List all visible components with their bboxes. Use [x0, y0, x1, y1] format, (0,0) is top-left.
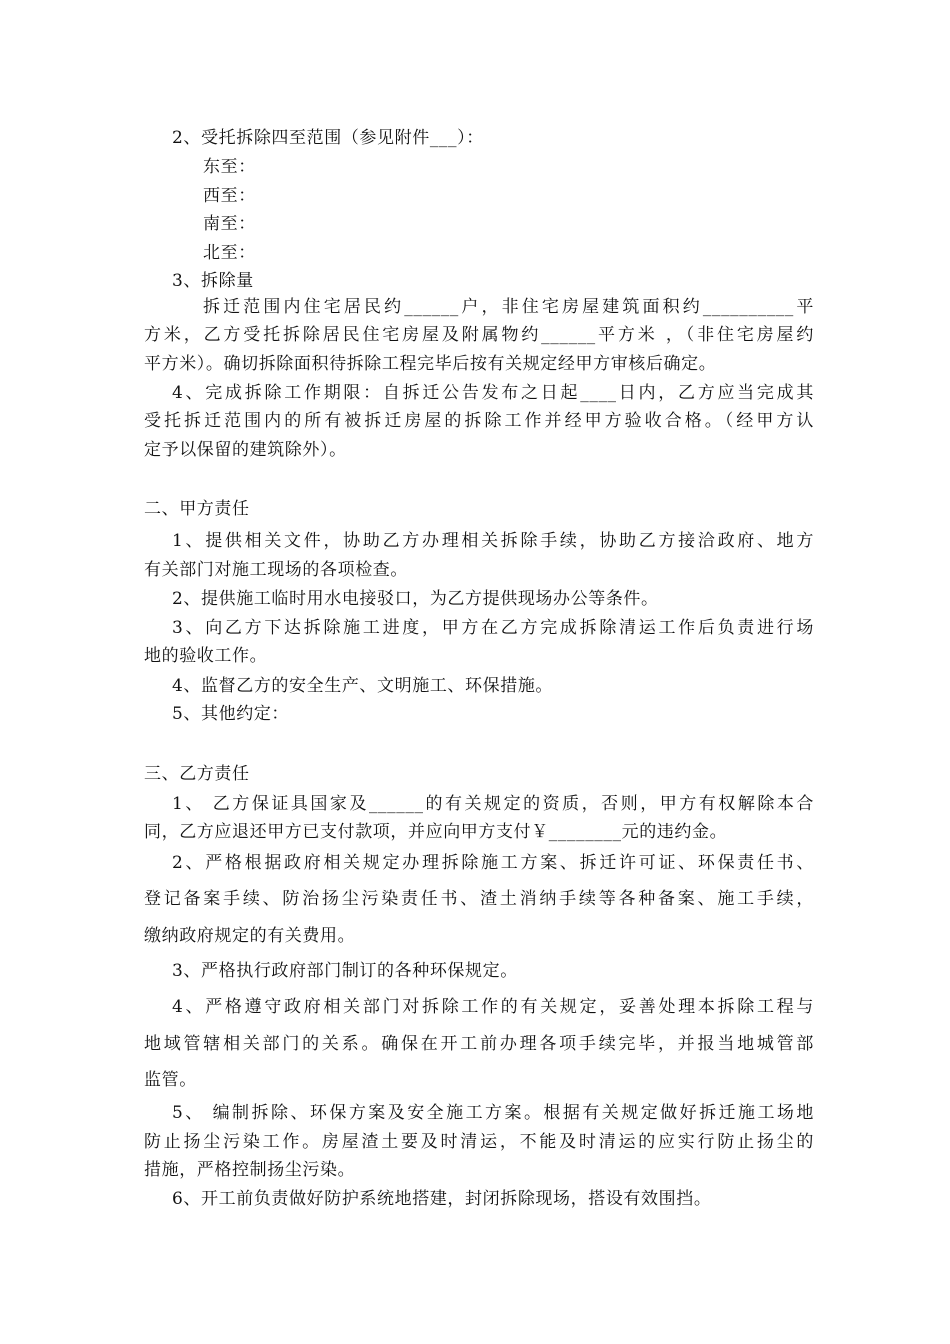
- clause-3-text-line: 拆迁范围内住宅居民约______户，非住宅房屋建筑面积约__________平: [203, 297, 814, 317]
- party-b-item-line: 地域管辖相关部门的关系。确保在开工前办理各项手续完毕，并报当地城管部: [144, 1034, 814, 1054]
- party-a-item-line: 3、向乙方下达拆除施工进度，甲方在乙方完成拆除清运工作后负责进行场: [172, 618, 814, 638]
- party-a-item-line: 4、监督乙方的安全生产、文明施工、环保措施。: [172, 676, 554, 696]
- party-b-item-line: 3、严格执行政府部门制订的各种环保规定。: [172, 961, 518, 981]
- party-b-item-line: 缴纳政府规定的有关费用。: [144, 926, 356, 946]
- party-a-item-line: 2、提供施工临时用水电接驳口，为乙方提供现场办公等条件。: [172, 589, 659, 609]
- clause-3-text-line: 平方米）。确切拆除面积待拆除工程完毕后按有关规定经甲方审核后确定。: [144, 354, 717, 374]
- party-a-item-line: 地的验收工作。: [144, 646, 268, 666]
- section-heading-party-a: 二、甲方责任: [144, 499, 250, 519]
- party-a-item-line: 有关部门对施工现场的各项检查。: [144, 560, 408, 580]
- clause-4-text-line: 定予以保留的建筑除外）。: [144, 440, 347, 460]
- boundary-north: 北至：: [203, 243, 256, 263]
- party-b-item-line: 登记备案手续、防治扬尘污染责任书、渣土消纳手续等各种备案、施工手续，: [144, 889, 814, 909]
- party-b-item-line: 4、严格遵守政府相关部门对拆除工作的有关规定，妥善处理本拆除工程与: [172, 997, 814, 1017]
- party-b-item-line: 同，乙方应退还甲方已支付款项，并应向甲方支付￥________元的违约金。: [144, 822, 728, 842]
- boundary-south: 南至：: [203, 214, 256, 234]
- party-b-item-line: 措施，严格控制扬尘污染。: [144, 1160, 356, 1180]
- clause-3-heading: 3、拆除量: [172, 271, 254, 291]
- clause-4-text-line: 受托拆迁范围内的所有被拆迁房屋的拆除工作并经甲方验收合格。（经甲方认: [144, 411, 814, 431]
- clause-2-scope: 2、受托拆除四至范围（参见附件___）：: [172, 128, 484, 148]
- clause-4-text-line: 4、完成拆除工作期限：自拆迁公告发布之日起____日内，乙方应当完成其: [172, 383, 814, 403]
- party-b-item-line: 6、开工前负责做好防护系统地搭建，封闭拆除现场，搭设有效围挡。: [172, 1189, 712, 1209]
- party-b-item-line: 1、 乙方保证具国家及______的有关规定的资质，否则，甲方有权解除本合: [172, 794, 814, 814]
- boundary-west: 西至：: [203, 186, 256, 206]
- party-a-item-line: 5、其他约定：: [172, 704, 290, 724]
- boundary-east: 东至：: [203, 157, 256, 177]
- party-b-item-line: 5、 编制拆除、环保方案及安全施工方案。根据有关规定做好拆迁施工场地: [172, 1103, 814, 1123]
- party-a-item-line: 1、提供相关文件，协助乙方办理相关拆除手续，协助乙方接洽政府、地方: [172, 531, 814, 551]
- party-b-item-line: 监管。: [144, 1070, 197, 1090]
- clause-3-text-line: 方米，乙方受托拆除居民住宅房屋及附属物约______平方米 ，（非住宅房屋约: [144, 325, 814, 345]
- section-heading-party-b: 三、乙方责任: [144, 764, 250, 784]
- party-b-item-line: 2、严格根据政府相关规定办理拆除施工方案、拆迁许可证、环保责任书、: [172, 853, 814, 873]
- party-b-item-line: 防止扬尘污染工作。房屋渣土要及时清运，不能及时清运的应实行防止扬尘的: [144, 1132, 814, 1152]
